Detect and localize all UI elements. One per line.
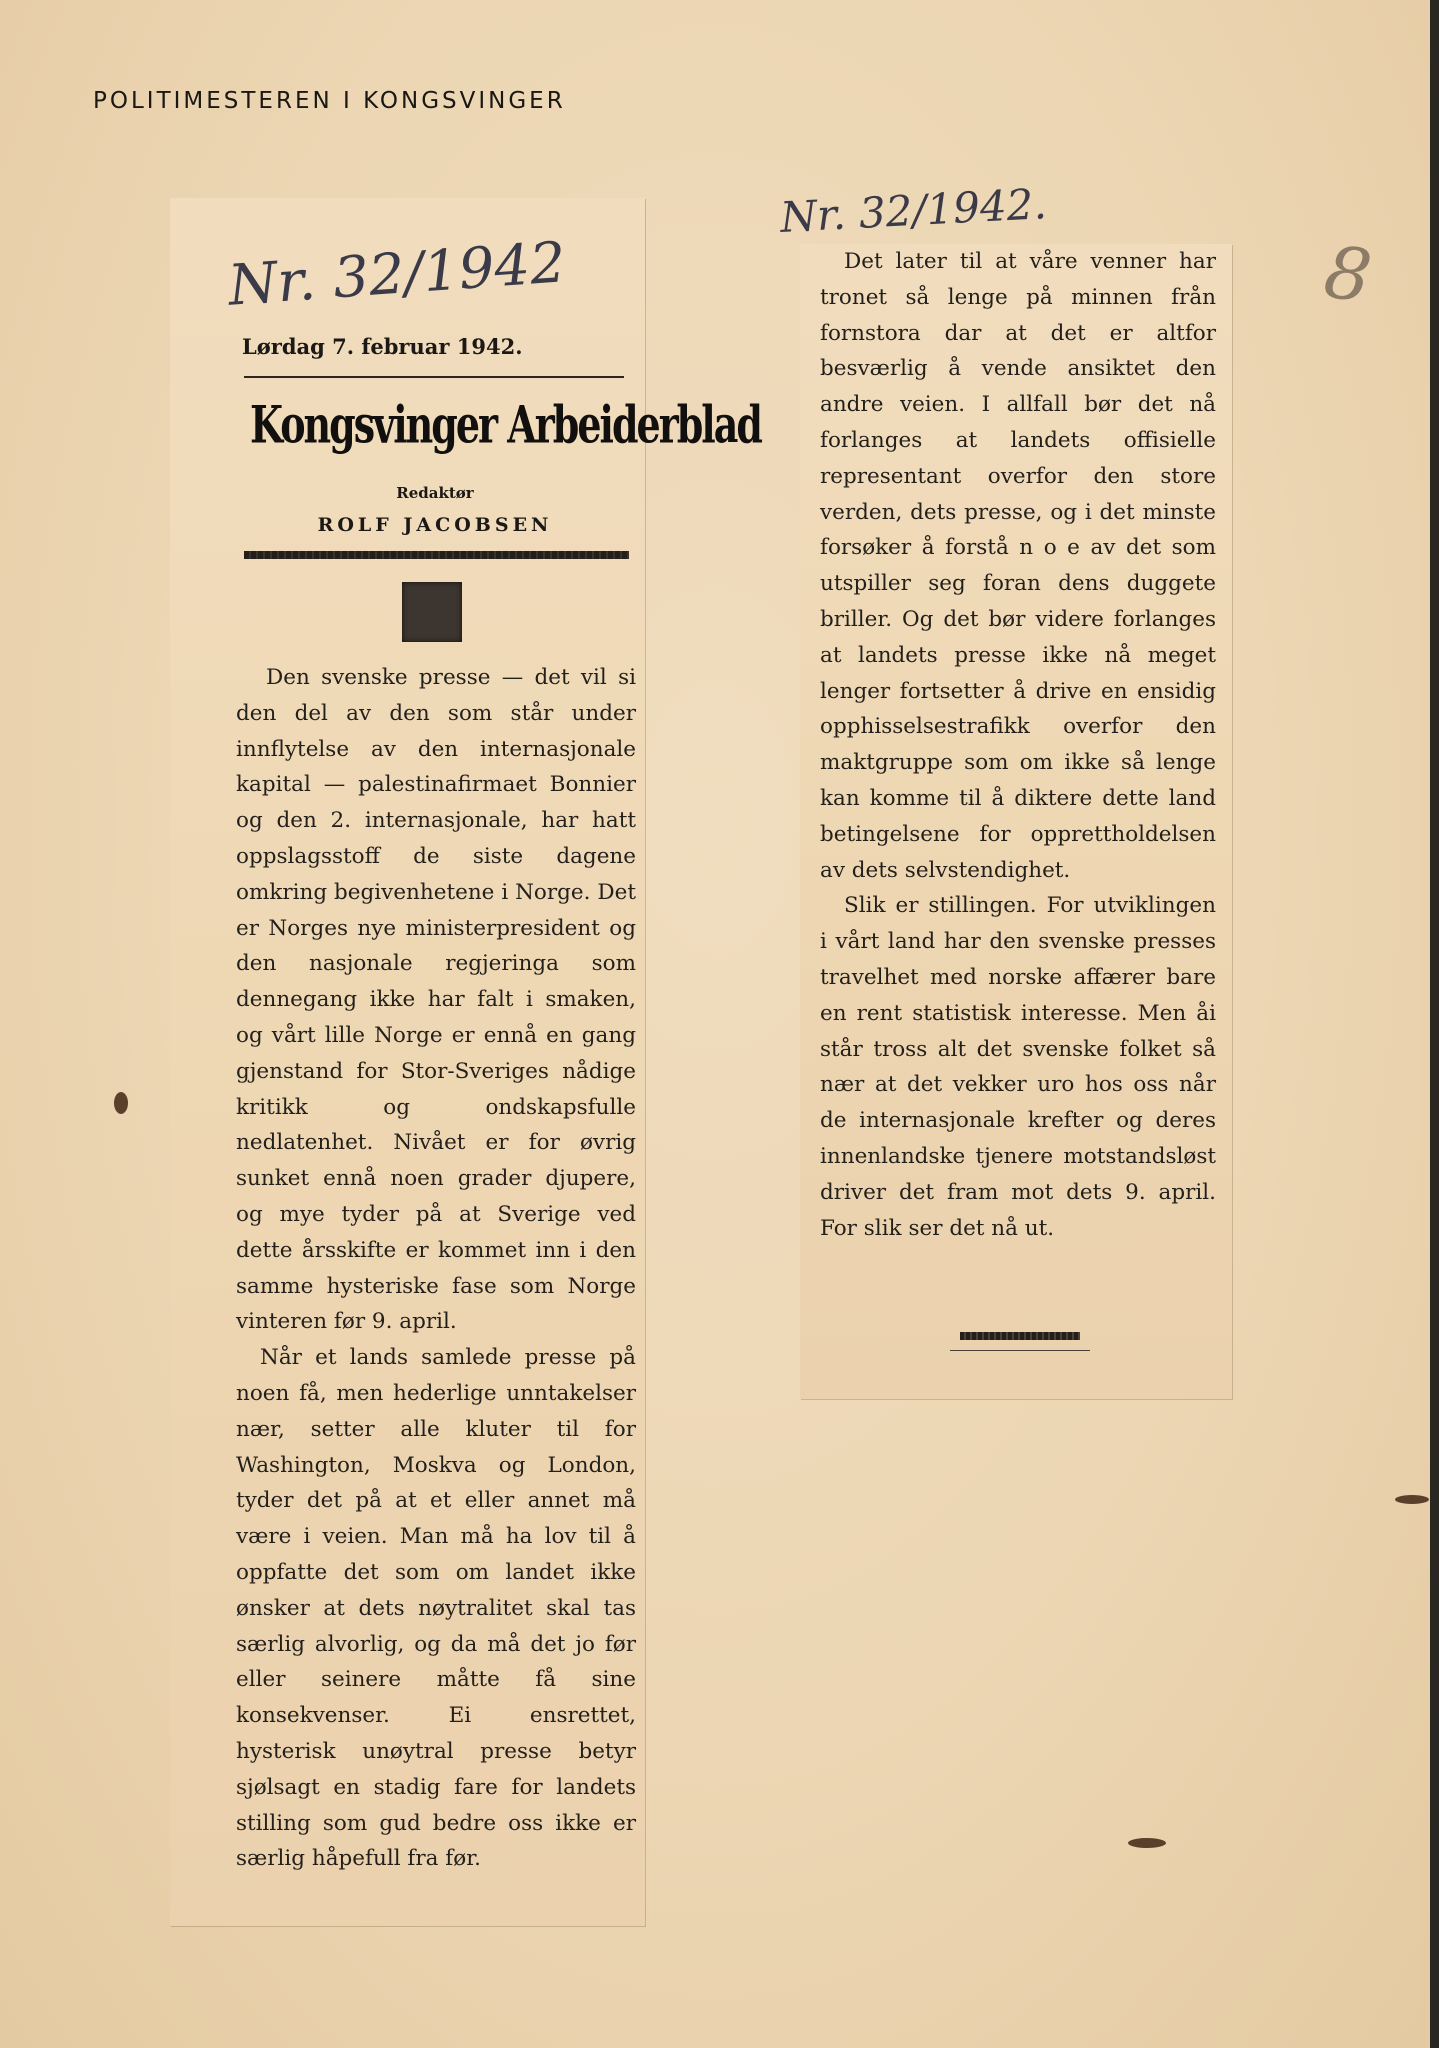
article-paragraph: Når et lands samlede presse på noen få, men hederlige unntakelser nær, setter alle kluter til for Washington, Moskva og London, tyder det på at et eller annet må være i veien. Man må ha lov til å oppfatte det som om landet ikke ønsker at dets nøytralitet skal tas særlig alvorlig, og da må det jo før eller seinere måtte få sine konsekvenser. Ei ensrettet, hysterisk unøytral presse betyr sjølsagt en stadig fare for landets stilling som gud bedre oss ikke er særlig håpefull fra før. — [236, 1345, 636, 1872]
newspaper-clipping-right — [778, 179, 1232, 1399]
ornament-block — [402, 582, 462, 642]
paper-stain — [1128, 1838, 1166, 1848]
handwritten-page-number: 8 — [1319, 229, 1377, 319]
paper-stain — [114, 1092, 128, 1114]
newspaper-masthead: Kongsvinger Arbeiderblad — [250, 394, 761, 455]
dateline: Lørdag 7. februar 1942. — [242, 334, 523, 359]
article-end-rule — [950, 1350, 1090, 1351]
article-paragraph: Det later til at våre venner har tronet så lenge på minnen från fornstora dar at det er altfor besværlig å vende ansiktet den andre veien. I allfall bør det nå forlanges at landets offisielle representant overfor den store verden, dets presse, og i det minste forsøker å forstå n o e av det som utspiller seg foran dens duggete briller. Og det bør videre forlanges at landets presse ikke nå meget lenger fortsetter å drive en ensidig opphisselsestrafikk overfor den maktgruppe som om ikke så lenge kan komme til å diktere dette land betingelsene for opprettholdelsen av dets selvstendighet. — [820, 249, 1216, 883]
article-body-right — [820, 244, 1216, 1246]
letterhead: POLITIMESTEREN I KONGSVINGER — [93, 88, 566, 114]
handwritten-reference-right: Nr. 32/1942. — [778, 179, 1048, 242]
article-paragraph: Slik er stillingen. For utviklingen i vårt land har den svenske presses travelhet med norske affærer bare en rent statistisk interesse. Men åi står tross alt det svenske folket så nær at det vekker uro hos oss når de internasjonale krefter og deres innenlandske tjenere motstandsløst driver det fram mot dets 9. april. For slik ser det nå ut. — [820, 893, 1216, 1241]
newspaper-clipping-left — [170, 198, 761, 1926]
handwritten-reference-left: Nr. 32/1942 — [226, 230, 568, 319]
heavy-rule-divider — [244, 551, 629, 559]
rule-divider — [244, 376, 624, 378]
paper-stain — [1395, 1495, 1429, 1504]
article-body-left — [236, 660, 636, 1877]
editor-label: Redaktør — [396, 484, 474, 502]
article-paragraph: Den svenske presse — det vil si den del av den som står under innflytelse av den internasjonale kapital — palestinafirmaet Bonnier og den 2. internasjonale, har hatt oppslagsstoff de siste dagene omkring begivenhetene i Norge. Det er Norges nye ministerpresident og den nasjonale regjeringa som dennegang ikke har falt i smaken, og vårt lille Norge er ennå en gang gjenstand for Stor-Sveriges nådige kritikk og ondskapsfulle nedlatenhet. Nivået er for øvrig sunket ennå noen grader djupere, og mye tyder på at Sverige ved dette årsskifte er kommet inn i den samme hysteriske fase som Norge vinteren før 9. april. — [236, 665, 636, 1335]
article-end-mark — [960, 1332, 1080, 1340]
editor-name: ROLF JACOBSEN — [317, 514, 553, 536]
